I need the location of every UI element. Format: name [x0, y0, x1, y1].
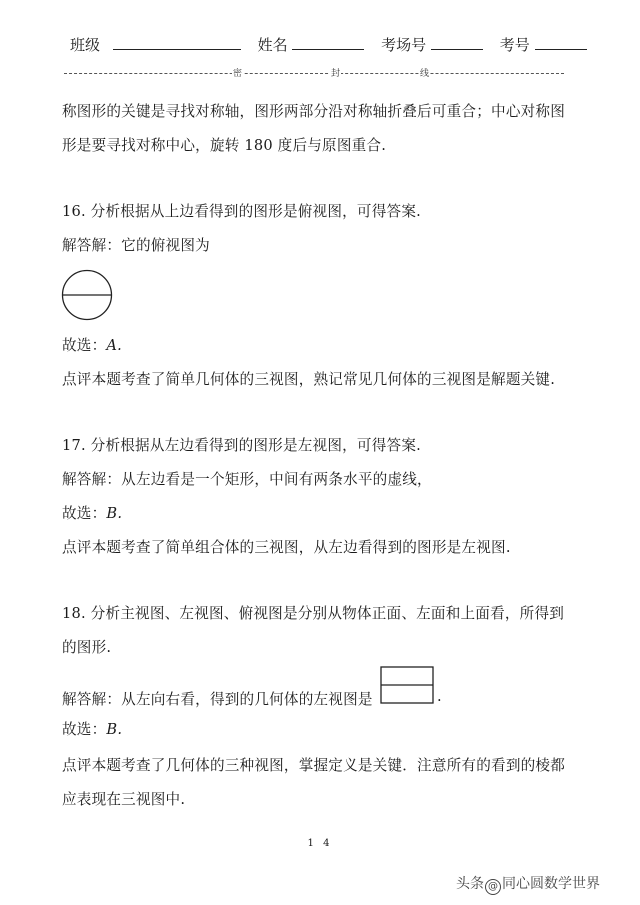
q18-choice-prefix: 故选： — [62, 721, 107, 738]
q18-analysis-line-2: 的图形. — [62, 639, 112, 656]
room-label: 考场号 — [381, 36, 427, 54]
seal-mi: 密 — [232, 66, 243, 79]
seal-line — [64, 66, 564, 80]
number-label: 考号 — [499, 36, 530, 54]
q18-choice-letter: B. — [106, 721, 123, 738]
seal-feng: 封 — [330, 66, 341, 79]
q18-comment-line-1: 点评本题考查了几何体的三种视图，掌握定义是关键．注意所有的看到的棱都 — [62, 757, 565, 774]
q17-comment: 点评本题考查了简单组合体的三视图，从左边看得到的图形是左视图. — [62, 539, 511, 556]
q16-choice — [62, 334, 122, 355]
intro-line-2: 形是要寻找对称中心，旋转 180 度后与原图重合. — [62, 137, 387, 154]
q16-comment: 点评本题考查了简单几何体的三视图，熟记常见几何体的三视图是解题关键. — [62, 371, 556, 388]
top-view-circle-figure — [60, 268, 114, 322]
watermark-prefix: 头条 — [456, 876, 484, 892]
watermark — [456, 873, 600, 895]
class-label: 班级 — [70, 36, 101, 54]
q16-answer: 解答解：它的俯视图为 — [62, 237, 210, 254]
watermark-name: 同心圆数学世界 — [502, 876, 600, 892]
q16-choice-prefix: 故选： — [62, 337, 107, 354]
seal-dashes — [64, 73, 564, 74]
q17-choice-letter: B. — [106, 505, 123, 522]
seal-xian: 线 — [419, 66, 430, 79]
q18-answer-end: . — [437, 688, 442, 705]
q16-choice-letter: A. — [106, 337, 122, 354]
q17-choice — [62, 502, 122, 523]
q18-comment-line-2: 应表现在三视图中. — [62, 791, 186, 808]
name-blank — [292, 35, 364, 50]
q18-analysis-line-1: 18. 分析主视图、左视图、俯视图是分别从物体正面、左面和上面看，所得到 — [62, 605, 565, 622]
q16-analysis: 16. 分析根据从上边看得到的图形是俯视图，可得答案. — [62, 203, 421, 220]
page-number: 1 4 — [307, 838, 333, 849]
q18-choice — [62, 718, 122, 739]
name-label: 姓名 — [257, 36, 288, 54]
q17-answer: 解答解：从左边看是一个矩形，中间有两条水平的虚线， — [62, 471, 432, 488]
room-blank — [431, 35, 483, 50]
q17-analysis: 17. 分析根据从左边看得到的图形是左视图，可得答案. — [62, 437, 421, 454]
left-view-rectangle-figure — [380, 666, 434, 704]
class-blank — [113, 35, 241, 50]
q17-choice-prefix: 故选： — [62, 505, 107, 522]
exam-header — [70, 34, 587, 55]
number-blank — [535, 35, 587, 50]
q18-answer: 解答解：从左向右看，得到的几何体的左视图是 — [62, 691, 373, 708]
at-icon: @ — [485, 879, 501, 895]
intro-line-1: 称图形的关键是寻找对称轴，图形两部分沿对称轴折叠后可重合；中心对称图 — [62, 103, 565, 120]
